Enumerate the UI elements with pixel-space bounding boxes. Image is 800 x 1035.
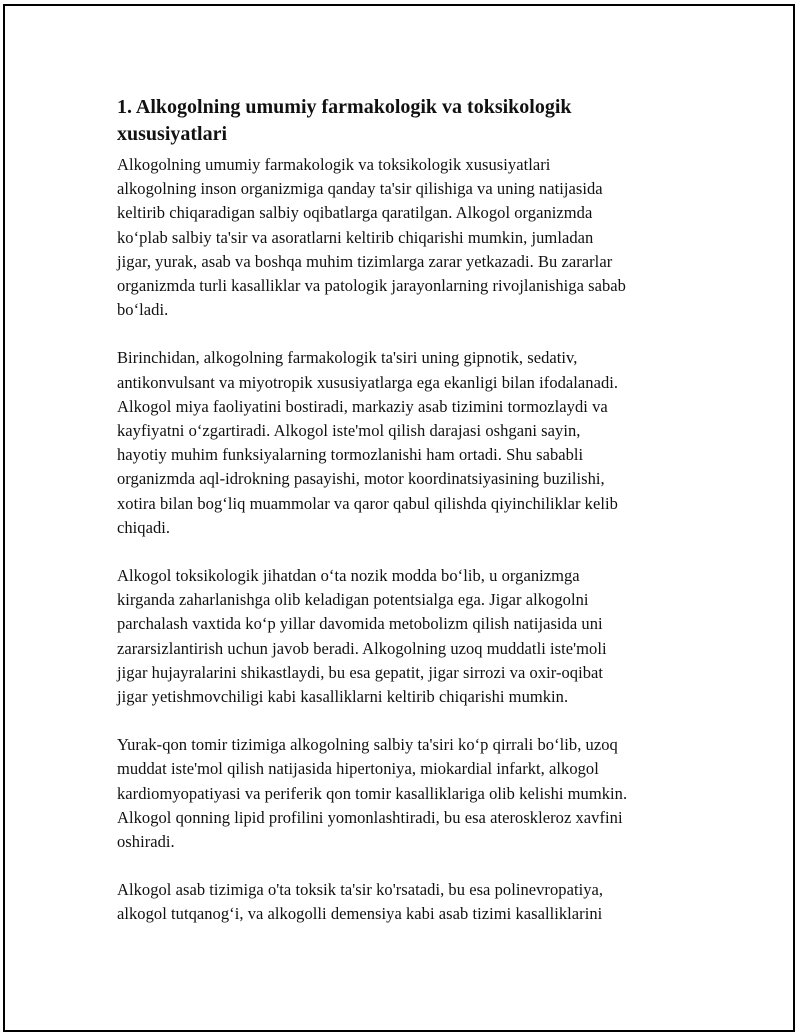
text-line: Alkogol qonning lipid profilini yomonlashtiradi, bu esa ateroskleroz xavfini [117,807,623,827]
text-line: kayfiyatni o‘zgartiradi. Alkogol iste'mol qilish darajasi oshgani sayin, [117,421,581,441]
document-body [117,94,707,951]
text-line: Alkogol miya faoliyatini bostiradi, markaziy asab tizimini tormozlaydi va [117,396,608,416]
text-line: oshiradi. [117,832,175,852]
text-line: muddat iste'mol qilish natijasida hipertoniya, miokardial infarkt, alkogol [117,759,599,779]
text-line: jigar, yurak, asab va boshqa muhim tizimlarga zarar yetkazadi. Bu zararlar [117,251,613,271]
text-line: ko‘plab salbiy ta'sir va asoratlarni keltirib chiqarishi mumkin, jumladan [117,227,594,247]
heading-line: 1. Alkogolning umumiy farmakologik va toksikologik [117,96,572,118]
paragraph-5 [117,878,707,926]
text-line: antikonvulsant va miyotropik xususiyatlarga ega ekanligi bilan ifodalanadi. [117,372,619,392]
text-line: alkogol tutqanog‘i, va alkogolli demensiya kabi asab tizimi kasalliklarini [117,904,603,924]
paragraph-2 [117,346,707,540]
text-line: organizmda turli kasalliklar va patologik jarayonlarning rivojlanishiga sabab [117,276,626,296]
section-heading [117,94,707,148]
text-line: Alkogol asab tizimiga o'ta toksik ta'sir ko'rsatadi, bu esa polinevropatiya, [117,880,604,900]
paragraph-3 [117,564,707,709]
text-line: xotira bilan bog‘liq muammolar va qaror qabul qilishda qiyinchiliklar kelib [117,493,618,513]
text-line: kardiomyopatiyasi va periferik qon tomir kasalliklariga olib kelishi mumkin. [117,783,628,803]
text-line: organizmda aql-idrokning pasayishi, motor koordinatsiyasining buzilishi, [117,469,605,489]
text-line: kirganda zaharlanishga olib keladigan potentsialga ega. Jigar alkogolni [117,590,589,610]
heading-line: xususiyatlari [117,123,228,145]
text-line: Birinchidan, alkogolning farmakologik ta'siri uning gipnotik, sedativ, [117,348,578,368]
text-line: hayotiy muhim funksiyalarning tormozlanishi ham ortadi. Shu sababli [117,445,584,465]
text-line: jigar yetishmovchiligi kabi kasalliklarni keltirib chiqarishi mumkin. [117,687,569,707]
text-line: zararsizlantirish uchun javob beradi. Alkogolning uzoq muddatli iste'moli [117,638,607,658]
text-line: Alkogolning umumiy farmakologik va toksikologik xususiyatlari [117,155,551,174]
text-line: bo‘ladi. [117,300,169,320]
paragraph-1 [117,153,707,322]
text-line: chiqadi. [117,517,171,537]
text-line: Yurak-qon tomir tizimiga alkogolning salbiy ta'siri ko‘p qirrali bo‘lib, uzoq [117,735,618,755]
text-line: parchalash vaxtida ko‘p yillar davomida metobolizm qilish natijasida uni [117,614,603,634]
paragraph-4 [117,733,707,854]
text-line: alkogolning inson organizmiga qanday ta'sir qilishiga va uning natijasida [117,179,603,199]
text-line: keltirib chiqaradigan salbiy oqibatlarga qaratilgan. Alkogol organizmda [117,203,593,223]
text-line: Alkogol toksikologik jihatdan o‘ta nozik modda bo‘lib, u organizmga [117,566,580,586]
text-line: jigar hujayralarini shikastlaydi, bu esa gepatit, jigar sirrozi va oxir-oqibat [117,662,604,682]
